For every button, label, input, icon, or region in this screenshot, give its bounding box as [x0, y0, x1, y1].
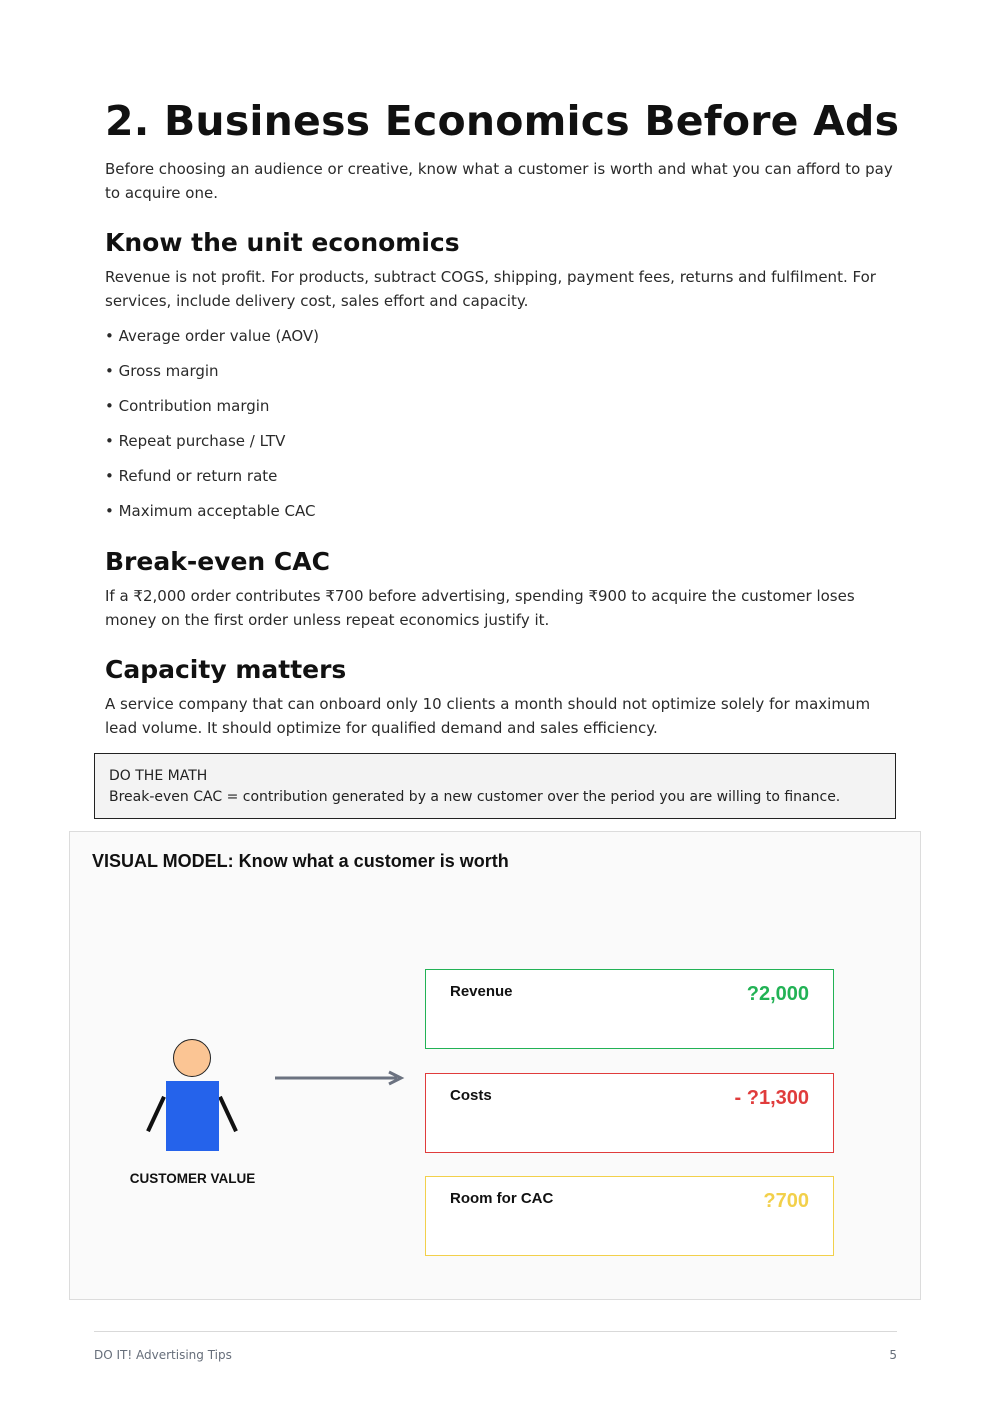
figure-head: [173, 1039, 211, 1077]
unit-economics-paragraph: Revenue is not profit. For products, subtract COGS, shipping, payment fees, returns and fulfilment. For services, include delivery cost, sales effort and capacity.: [105, 268, 876, 310]
visual-model-panel: [69, 831, 921, 1300]
list-item: • Repeat purchase / LTV: [105, 432, 286, 450]
revenue-label: Revenue: [450, 983, 513, 1000]
break-even-paragraph: If a ₹2,000 order contributes ₹700 before advertising, spending ₹900 to acquire the customer loses money on the first order unless repeat economics justify it.: [105, 587, 855, 629]
room-for-cac-label: Room for CAC: [450, 1190, 554, 1207]
break-even-heading: Break-even CAC: [105, 547, 330, 576]
footer-title: DO IT! Advertising Tips: [94, 1348, 232, 1362]
capacity-heading: Capacity matters: [105, 655, 347, 684]
costs-box: [425, 1073, 834, 1153]
math-callout-text: Break-even CAC = contribution generated by a new customer over the period you are willing to finance.: [109, 789, 841, 805]
unit-economics-heading: Know the unit economics: [105, 228, 460, 257]
customer-figure-icon: [148, 1039, 238, 1159]
figure-torso: [166, 1081, 219, 1151]
list-item: • Maximum acceptable CAC: [105, 502, 316, 520]
math-callout-label: DO THE MATH: [109, 768, 208, 784]
page-title: 2. Business Economics Before Ads: [105, 97, 900, 145]
costs-label: Costs: [450, 1087, 492, 1104]
list-item: • Gross margin: [105, 362, 219, 380]
room-for-cac-value: ?700: [763, 1190, 809, 1212]
visual-model-title: VISUAL MODEL: Know what a customer is worth: [92, 851, 509, 871]
revenue-box: [425, 969, 834, 1049]
costs-value: - ?1,300: [734, 1087, 809, 1109]
math-callout: [94, 753, 896, 819]
figure-right-arm: [218, 1096, 238, 1132]
customer-value-label: CUSTOMER VALUE: [129, 1171, 256, 1186]
page-number: 5: [889, 1348, 897, 1362]
figure-left-arm: [146, 1096, 166, 1132]
footer-divider: [94, 1331, 897, 1332]
unit-economics-list: [105, 326, 319, 536]
list-item: • Average order value (AOV): [105, 327, 319, 345]
capacity-paragraph: A service company that can onboard only 10 clients a month should not optimize solely for maximum lead volume. It should optimize for qualified demand and sales efficiency.: [105, 695, 871, 737]
room-for-cac-box: [425, 1176, 834, 1256]
revenue-value: ?2,000: [746, 983, 809, 1005]
intro-paragraph: Before choosing an audience or creative, know what a customer is worth and what you can afford to pay to acquire one.: [105, 160, 893, 202]
list-item: • Refund or return rate: [105, 467, 278, 485]
arrow-right-icon: [275, 1070, 405, 1086]
list-item: • Contribution margin: [105, 397, 270, 415]
